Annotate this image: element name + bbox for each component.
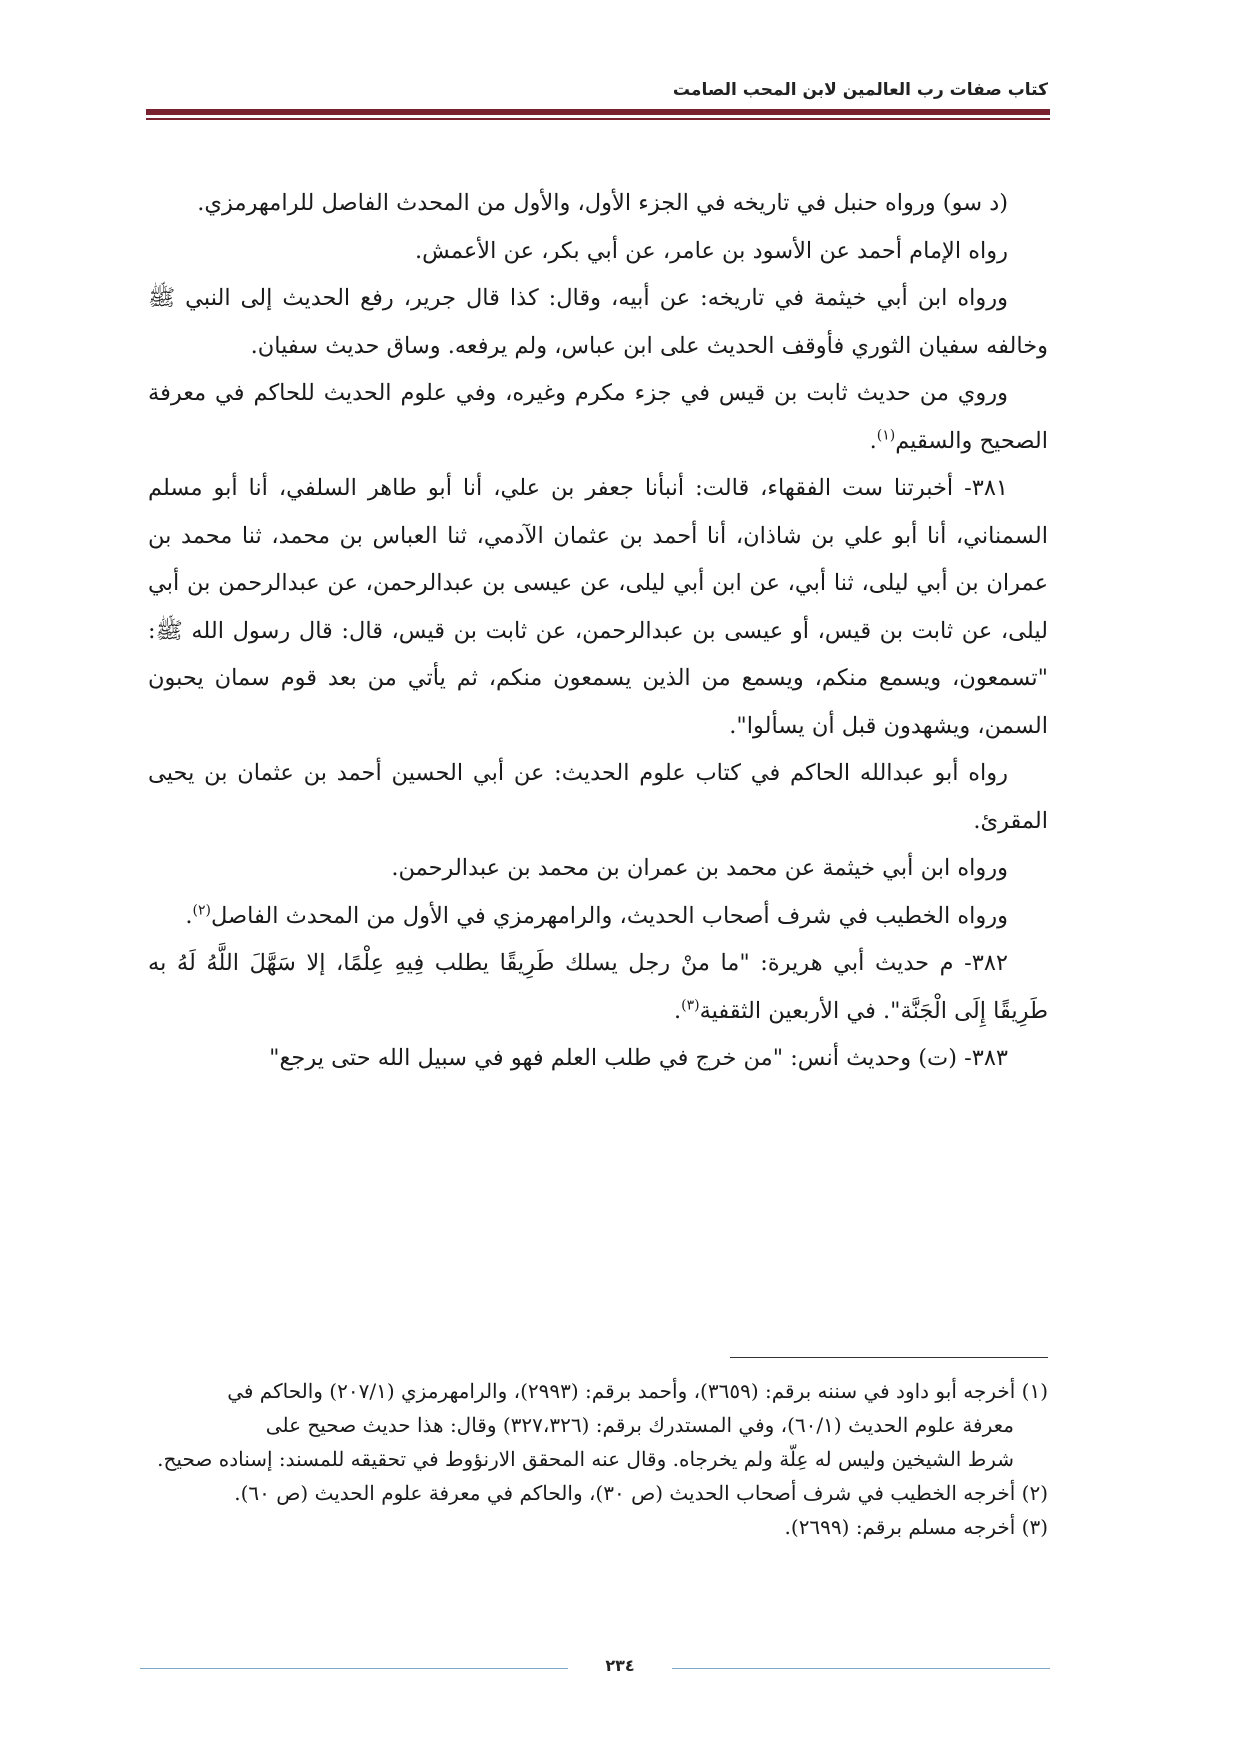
paragraph: (د سو) ورواه حنبل في تاريخه في الجزء الأول، والأول من المحدث الفاصل للرامهرمزي. — [197, 190, 1008, 216]
paragraph — [148, 940, 1048, 1035]
footnote-3: (٣) أخرجه مسلم برقم: (٢٦٩٩). — [784, 1515, 1048, 1539]
paragraph: ٣٨٣- (ت) وحديث أنس: "من خرج في طلب العلم فهو في سبيل الله حتى يرجع" — [269, 1045, 1008, 1071]
footnote-1-continuation: شرط الشيخين وليس له عِلّة ولم يخرجاه. وقال عنه المحقق الارنؤوط في تحقيقه للمسند: إسناده صحيح. — [157, 1447, 1014, 1471]
paragraph: ورواه ابن أبي خيثمة في تاريخه: عن أبيه، وقال: كذا قال جرير، رفع الحديث إلى النبي ﷺ وخالفه سفيان الثوري فأوقف الحديث على ابن عباس، ولم يرفعه. وساق حديث سفيان. — [148, 285, 1048, 359]
header-rule-thick — [146, 109, 1050, 115]
header-rule-thin — [146, 118, 1050, 120]
footnote-marker[interactable]: (١) — [876, 427, 896, 443]
paragraph: ورواه ابن أبي خيثمة عن محمد بن عمران بن محمد بن عبدالرحمن. — [391, 855, 1008, 881]
footnote-1-continuation: معرفة علوم الحديث (٦٠/١)، وفي المستدرك برقم: (٣٢٧،٣٢٦) وقال: هذا حديث صحيح على — [265, 1413, 1014, 1437]
paragraph-text: وروي من حديث ثابت بن قيس في جزء مكرم وغيره، وفي علوم الحديث للحاكم في معرفة الصحيح والسقيم — [148, 380, 1048, 454]
paragraph-text: ٣٨٢- م حديث أبي هريرة: "ما منْ رجل يسلك طَرِيقًا يطلب فِيهِ عِلْمًا، إلا سَهَّلَ اللَّهُ لَهُ به طَرِيقًا إِلَى الْجَنَّة". في الأربعين الثقفية — [148, 950, 1048, 1024]
page-number: ٢٣٤ — [605, 1656, 635, 1675]
footnote-1: (١) أخرجه أبو داود في سننه برقم: (٣٦٥٩)، وأحمد برقم: (٢٩٩٣)، والرامهرمزي (٢٠٧/١) والحاكم في — [227, 1379, 1048, 1403]
footnotes — [148, 1374, 1048, 1544]
paragraph-end: . — [673, 997, 682, 1024]
footer-rule-left — [140, 1668, 568, 1669]
paragraph — [148, 893, 1048, 941]
paragraph-end: . — [185, 902, 193, 929]
footnote-separator — [730, 1357, 1048, 1358]
paragraph-text: ورواه الخطيب في شرف أصحاب الحديث، والرامهرمزي في الأول من المحدث الفاصل — [210, 902, 1008, 929]
footnote-marker[interactable]: (٢) — [192, 902, 211, 918]
main-text — [148, 180, 1048, 1083]
paragraph: رواه أبو عبدالله الحاكم في كتاب علوم الحديث: عن أبي الحسين أحمد بن عثمان بن يحيى المقرئ. — [148, 760, 1048, 834]
paragraph — [148, 370, 1048, 465]
paragraph-end: . — [869, 427, 877, 454]
paragraph: ٣٨١- أخبرتنا ست الفقهاء، قالت: أنبأنا جعفر بن علي، أنا أبو طاهر السلفي، أنا أبو مسلم السمناني، أنا أبو علي بن شاذان، أنا أحمد بن عثمان الآدمي، ثنا العباس بن محمد، ثنا محمد بن عمران بن أبي ليلى، ثنا أبي، عن ابن أبي ليلى، عن عيسى بن عبدالرحمن، عن عبدالرحمن بن أبي ليلى، عن ثابت بن قيس، أو عيسى بن عبدالرحمن، عن ثابت بن قيس، قال: قال رسول الله ﷺ: "تسمعون، ويسمع منكم، ويسمع من الذين يسمعون منكم، ثم يأتي من بعد قوم سمان يحبون السمن، ويشهدون قبل أن يسألوا". — [148, 475, 1048, 739]
footnote-2: (٢) أخرجه الخطيب في شرف أصحاب الحديث (ص ٣٠)، والحاكم في معرفة علوم الحديث (ص ٦٠). — [234, 1481, 1048, 1505]
running-header-title: كتاب صفات رب العالمين لابن المحب الصامت — [672, 80, 1048, 100]
footer-rule-right — [672, 1668, 1050, 1669]
footnote-marker[interactable]: (٣) — [681, 997, 700, 1013]
paragraph: رواه الإمام أحمد عن الأسود بن عامر، عن أبي بكر، عن الأعمش. — [415, 237, 1008, 264]
